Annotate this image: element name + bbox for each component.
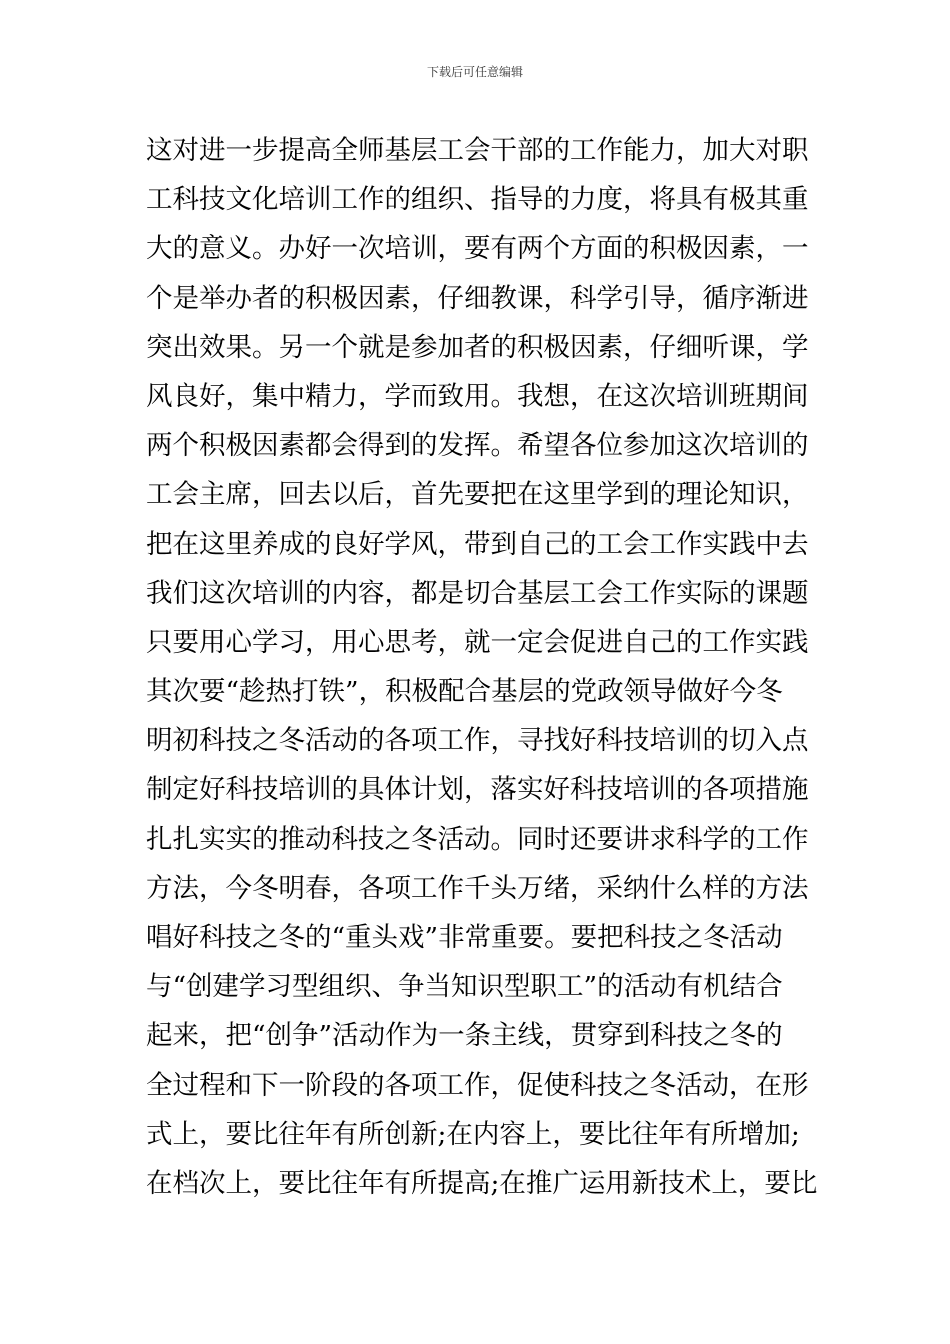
text-line: 扎扎实实的推动科技之冬活动。同时还要讲求科学的工作 bbox=[146, 823, 809, 855]
text-line: 全过程和下一阶段的各项工作，促使科技之冬活动，在形 bbox=[146, 1069, 809, 1101]
text-line: 唱好科技之冬的“重头戏”非常重要。要把科技之冬活动 bbox=[146, 922, 783, 953]
text-line: 突出效果。另一个就是参加者的积极因素，仔细听课，学 bbox=[146, 331, 809, 363]
text-line: 个是举办者的积极因素，仔细教课，科学引导，循序渐进 bbox=[146, 282, 809, 314]
page-header: 下载后可任意编辑 bbox=[426, 65, 523, 79]
text-line: 风良好，集中精力，学而致用。我想，在这次培训班期间 bbox=[146, 380, 809, 412]
document-body bbox=[146, 126, 818, 1208]
text-line: 其次要“趁热打铁”，积极配合基层的党政领导做好今冬 bbox=[146, 676, 783, 708]
text-line: 我们这次培训的内容，都是切合基层工会工作实际的课题 bbox=[146, 577, 809, 609]
text-line: 把在这里养成的良好学风，带到自己的工会工作实践中去 bbox=[146, 528, 809, 560]
text-line: 只要用心学习，用心思考，就一定会促进自己的工作实践 bbox=[146, 626, 809, 658]
text-line: 两个积极因素都会得到的发挥。希望各位参加这次培训的 bbox=[146, 430, 809, 462]
text-line: 起来，把“创争”活动作为一条主线，贯穿到科技之冬的 bbox=[146, 1020, 783, 1052]
text-line: 方法，今冬明春，各项工作千头万绪，采纳什么样的方法 bbox=[146, 872, 809, 904]
text-line: 明初科技之冬活动的各项工作，寻找好科技培训的切入点 bbox=[146, 725, 809, 757]
text-line: 制定好科技培训的具体计划，落实好科技培训的各项措施 bbox=[146, 774, 809, 806]
text-line: 在档次上，要比往年有所提高;在推广运用新技术上，要比 bbox=[146, 1167, 818, 1199]
text-line: 工会主席，回去以后，首先要把在这里学到的理论知识， bbox=[146, 479, 809, 511]
text-line: 与“创建学习型组织、争当知识型职工”的活动有机结合 bbox=[146, 971, 783, 1003]
text-line: 大的意义。办好一次培训，要有两个方面的积极因素，一 bbox=[146, 233, 809, 265]
text-line: 这对进一步提高全师基层工会干部的工作能力，加大对职 bbox=[146, 135, 809, 166]
text-line: 式上，要比往年有所创新;在内容上，要比往年有所增加; bbox=[146, 1118, 800, 1150]
text-line: 工科技文化培训工作的组织、指导的力度，将具有极其重 bbox=[146, 184, 809, 216]
